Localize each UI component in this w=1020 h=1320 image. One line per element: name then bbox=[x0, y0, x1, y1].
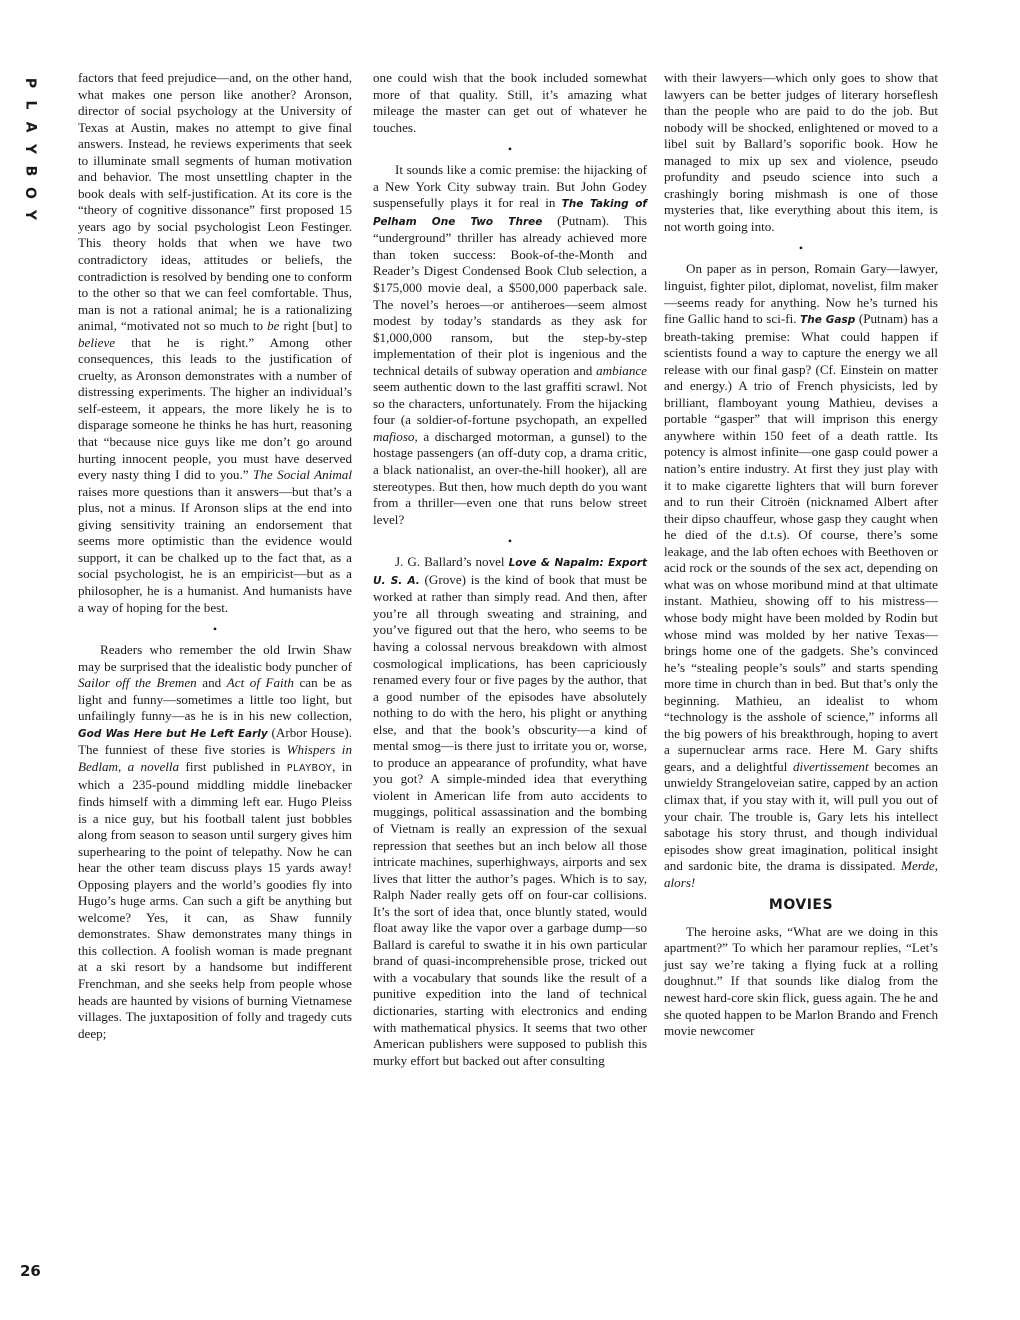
masthead-playboy bbox=[18, 72, 42, 226]
masthead-letter: Y bbox=[21, 209, 38, 221]
section-divider-bullet: • bbox=[507, 142, 513, 157]
column-1 bbox=[78, 70, 352, 1042]
paragraph-movies-review: The heroine asks, “What are we doing in this apartment?” To which her paramour replies, “Let’s just say we’re taking a flying fuck at a rolling doughnut.” If that sounds like dialog from the newest hard-core skin flick, guess again. The he and she quoted happen to be Marlon Brando and French movie newcomer bbox=[664, 923, 938, 1039]
paragraph-shaw-review-end: one could wish that the book included somewhat more of that quality. Still, it’s amazing what mileage the master can get out of whatever he touches. bbox=[373, 70, 647, 135]
paragraph-gary-review: On paper as in person, Romain Gary—lawyer, linguist, fighter pilot, diplomat, novelist, film maker—seems ready for anything. Now he’s turned his fine Gallic hand to sci-fi. The Gasp (Putnam) has a breath-taking premise: What could happen if scientists found a way to capture the energy we all release with our final gasp? (Cf. Einstein on matter and energy.) A trio of French physicists, led by brilliant, flamboyant young Mathieu, devises a portable “gasper” that will imprison this energy anywhere within 150 feet of a death rattle. Its potency is almost infinite—one gasp could power a nation’s entire industry. At first they just play with it to make cigarette lighters that will burn forever and to run their Citroën (nicknamed Albert after their dipso chauffeur, whose gasp they caught when he died of the d.t.s). Of course, there’s some leakage, and the lab often echoes with Beethoven or acid rock or the sounds of the sex act, depending on what was on whose moribund mind at that ultimate instant. Mathieu, showing off to his mistress—whose body might have been molded by Rodin but whose mind was molded by her native Texas—brings home one of the gadgets. She’s convinced he’s “stealing people’s souls” and starts spending more time in church than in bed. But that’s only the beginning. Mathieu, an idealist to whom “technology is the asshole of science,” informs all the big powers of his breakthrough, hoping to avert a supernuclear arms race. Here M. Gary shifts gears, and a delightful divertissement becomes an unwieldy Strangeloveian satire, capped by an action climax that, if you stay with it, will pull you out of your chair. The trouble is, Gary lets his intellect sabotage his story thrust, and though individual episodes show great imagination, political insight and sardonic bite, the drama is dissipated. Merde, alors! bbox=[664, 261, 938, 890]
paragraph-ballard-review-end: with their lawyers—which only goes to show that lawyers can be better judges of literary horseflesh than the people who are paid to do the job. But nobody will be shocked, enlightened or moved to a libel suit by Ballard’s soporific book. How he managed to mix up sex and violence, pseudo profundity and pseudo science into such a crashingly boring mishmash is one of those mysteries that, like everything about this item, is not worth going into. bbox=[664, 70, 938, 234]
page-number: 26 bbox=[20, 1262, 41, 1280]
paragraph-shaw-review: Readers who remember the old Irwin Shaw may be surprised that the idealistic body puncher of Sailor off the Bremen and Act of Faith can be as light and funny—sometimes a little too light, but unfailingly funny—as he is in his new collection, God Was Here but He Left Early (Arbor House). The funniest of these five stories is Whispers in Bedlam, a novella first published in PLAYBOY, in which a 235-pound middling middle linebacker finds himself with a dimming left ear. Hugo Pleiss is a nice guy, but his football talent just bobbles along from season to season until surgery gives him superhearing to the point of telepathy. Now he can hear the other team discuss plays 15 yards away! Opposing players and the world’s goodies fly into Hugo’s huge arms. Can such a gift be anything but welcome? Yes, it can, as Shaw funnily demonstrates. Shaw demonstrates many things in this collection. A foolish woman is made pregnant at a ski resort by a handsome but indifferent Frenchman, and she seeks help from people whose heads are haunted by visions of burning Vietnamese villages. The juxtaposition of folly and tragedy cuts deep; bbox=[78, 642, 352, 1041]
masthead-letter: P bbox=[21, 77, 38, 89]
section-divider-bullet: • bbox=[212, 622, 218, 637]
paragraph-godey-review: It sounds like a comic premise: the hijacking of a New York City subway train. But John Godey suspensefully plays it for real in The Taking of Pelham One Two Three (Putnam). This “underground” thriller has already achieved more than token success: Book-of-the-Month and Reader’s Digest Condensed Book Club selection, a $175,000 movie deal, a $500,000 paperback sale. The novel’s heroes—or antiheroes—seem almost modest by today’s standards as they ask for $1,000,000 ransom, but the step-by-step implementation of their plot is ingenious and the technical details of subway operation and ambiance seem authentic down to the last graffiti scrawl. Not so the characters, unfortunately. From the hijacking four (a soldier-of-fortune psychopath, an expelled mafioso, a discharged motorman, a gunsel) to the hostage passengers (an off-duty cop, a drama critic, a black nationalist, an over-the-hill hooker), all are stereotypes. But then, how much depth do you want from a thriller—even one that runs below street level? bbox=[373, 162, 647, 527]
masthead-letter: Y bbox=[21, 143, 38, 155]
column-2 bbox=[373, 70, 647, 1069]
masthead-letter: O bbox=[22, 187, 38, 199]
section-divider-bullet: • bbox=[507, 534, 513, 549]
masthead-letter: A bbox=[22, 121, 38, 133]
section-divider-bullet: • bbox=[798, 241, 804, 256]
masthead-letter: L bbox=[21, 100, 38, 110]
masthead-letter: B bbox=[21, 165, 38, 177]
movies-section-heading: MOVIES bbox=[768, 897, 834, 914]
column-3 bbox=[664, 70, 938, 1040]
paragraph-aronson-review: factors that feed prejudice—and, on the other hand, what makes one person like another? Aronson, director of social psychology at the University of Texas at Austin, makes no attempt to give final answers. Instead, he reviews experiments that seek to illuminate small segments of human motivation and behavior. The most unsettling chapter in the book deals with self-justification. At its core is the “theory of cognitive dissonance” first proposed 15 years ago by social psychologist Leon Festinger. This theory holds that when we have two contradictory ideas, attitudes or beliefs, the contradiction is resolved by bending one to conform to the other so that we can feel comfortable. Thus, man is not a rational animal; he is a rationalizing animal, “motivated not so much to be right [but] to believe that he is right.” Among other consequences, this leads to the justification of cruelty, as Aronson demonstrates with a number of distressing experiments. The higher an individual’s self-esteem, it appears, the more likely he is to disparage someone he thinks he has hurt, reasoning that “because nice guys like me don’t go around hurting innocent people, you must have deserved every nasty thing I did to you.” The Social Animal raises more questions than it answers—but that’s a plus, not a minus. If Aronson slips at the end into giving sensitivity training an endorsement that seems more optimistic than the evidence would support, it can be chalked up to the fact that, as a social psychologist, he is an empiricist—but as a philosopher, he is a humanist. And humanists have a way of hoping for the best. bbox=[78, 70, 352, 615]
paragraph-ballard-review: J. G. Ballard’s novel Love & Napalm: Export U. S. A. (Grove) is the kind of book that must be worked at rather than simply read. And then, after you’re all through sweating and straining, and you’ve figured out that the hero, who seems to be having a colossal nervous breakdown with almost cosmological implications, has been capriciously renamed every four or five pages by the author, that a good number of the episodes have absolutely nothing to do with the hero, his plight or anything else, and that the book’s obscurity—a kind of mental smog—is there just to irritate you or, worse, to produce an appearance of profundity, what have you got? A simple-minded idea that everything violent in American life from auto accidents to muggings, political assassination and the bombing of Vietnam is really an expression of the sexual repression that seethes but an inch below all those intricate machines, superhighways, airports and sex lives that litter the author’s pages. Which is to say, Ralph Nader really gets off on four-car collisions. It’s the sort of idea that, once bluntly stated, would float away like the vapor over a garbage dump—so Ballard is careful to swathe it in his own particular brand of quasi-incomprehensible prose, tricked out with a vocabulary that sounds like the result of a punitive expedition into the land of technical dictionaries, starting with electronics and ending with mathematical physics. It seems that two other American publishers were supposed to publish this murky effort but backed out after consulting bbox=[373, 554, 647, 1068]
